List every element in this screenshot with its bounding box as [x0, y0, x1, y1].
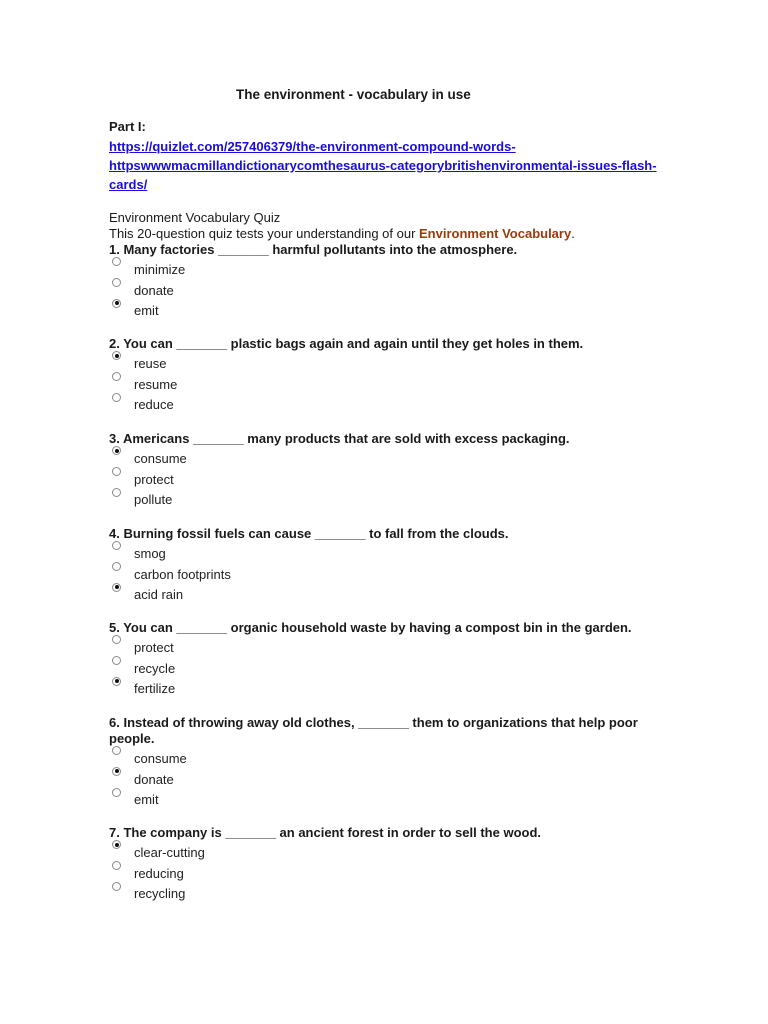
- answer-option[interactable]: [109, 790, 649, 811]
- option-label: emit: [134, 792, 159, 808]
- question-text: 7. The company is _______ an ancient forest in order to sell the wood.: [109, 825, 542, 840]
- radio-empty-icon[interactable]: [112, 788, 121, 797]
- quiz-question: [109, 242, 649, 321]
- answer-option[interactable]: [109, 448, 649, 469]
- page-title: The environment - vocabulary in use: [236, 87, 471, 102]
- quiz-question: [109, 620, 649, 699]
- quiz-title: Environment Vocabulary Quiz: [109, 210, 281, 225]
- radio-empty-icon[interactable]: [112, 541, 121, 550]
- radio-empty-icon[interactable]: [112, 746, 121, 755]
- intro-suffix: .: [571, 226, 575, 241]
- answer-option[interactable]: [109, 679, 649, 700]
- intro-text: This 20-question quiz tests your understanding of our: [109, 226, 420, 241]
- radio-empty-icon[interactable]: [112, 882, 121, 891]
- option-label: acid rain: [134, 587, 184, 603]
- quiz-intro: [109, 226, 575, 241]
- radio-checked-icon[interactable]: [112, 351, 121, 360]
- radio-empty-icon[interactable]: [112, 278, 121, 287]
- quizlet-link[interactable]: https://quizlet.com/257406379/the-environment-compound-words-: [109, 139, 516, 154]
- option-label: donate: [134, 771, 174, 787]
- answer-option[interactable]: [109, 353, 649, 374]
- radio-checked-icon[interactable]: [112, 767, 121, 776]
- radio-checked-icon[interactable]: [112, 299, 121, 308]
- answer-option[interactable]: [109, 259, 649, 280]
- option-label: consume: [134, 450, 187, 466]
- option-label: carbon footprints: [134, 566, 231, 582]
- quiz-question: [109, 336, 649, 415]
- option-label: recycling: [134, 886, 186, 902]
- macmillan-link-continued[interactable]: cards/: [109, 177, 148, 192]
- radio-checked-icon[interactable]: [112, 677, 121, 686]
- option-label: donate: [134, 282, 174, 298]
- radio-checked-icon[interactable]: [112, 583, 121, 592]
- option-label: smog: [134, 545, 166, 561]
- answer-option[interactable]: [109, 863, 649, 884]
- answer-option[interactable]: [109, 374, 649, 395]
- answer-option[interactable]: [109, 490, 649, 511]
- question-text: 5. You can _______ organic household waste by having a compost bin in the garden.: [109, 620, 632, 635]
- question-text: 1. Many factories _______ harmful pollutants into the atmosphere.: [109, 242, 518, 257]
- option-label: clear-cutting: [134, 844, 205, 860]
- part-label: Part I:: [109, 119, 146, 134]
- question-text: 6. Instead of throwing away old clothes, _______ them to organizations that help poor people.: [109, 715, 638, 746]
- radio-checked-icon[interactable]: [112, 840, 121, 849]
- option-label: reuse: [134, 355, 167, 371]
- intro-highlight: Environment Vocabulary: [419, 226, 572, 241]
- radio-empty-icon[interactable]: [112, 372, 121, 381]
- answer-option[interactable]: [109, 280, 649, 301]
- radio-empty-icon[interactable]: [112, 488, 121, 497]
- option-label: reducing: [134, 865, 184, 881]
- answer-option[interactable]: [109, 469, 649, 490]
- option-label: protect: [134, 471, 174, 487]
- question-text: 2. You can _______ plastic bags again and again until they get holes in them.: [109, 336, 584, 351]
- option-label: fertilize: [134, 681, 176, 697]
- answer-option[interactable]: [109, 769, 649, 790]
- answer-option[interactable]: [109, 585, 649, 606]
- question-text: 4. Burning fossil fuels can cause _______ to fall from the clouds.: [109, 526, 509, 541]
- quiz-question: [109, 825, 649, 904]
- radio-empty-icon[interactable]: [112, 393, 121, 402]
- answer-option[interactable]: [109, 564, 649, 585]
- answer-option[interactable]: [109, 842, 649, 863]
- option-label: recycle: [134, 660, 176, 676]
- quiz-question: [109, 526, 649, 605]
- answer-option[interactable]: [109, 543, 649, 564]
- radio-empty-icon[interactable]: [112, 861, 121, 870]
- option-label: emit: [134, 303, 159, 319]
- radio-empty-icon[interactable]: [112, 562, 121, 571]
- answer-option[interactable]: [109, 637, 649, 658]
- radio-empty-icon[interactable]: [112, 656, 121, 665]
- option-label: reduce: [134, 397, 174, 413]
- question-text: 3. Americans _______ many products that are sold with excess packaging.: [109, 431, 570, 446]
- option-label: protect: [134, 639, 174, 655]
- option-label: consume: [134, 750, 187, 766]
- radio-empty-icon[interactable]: [112, 257, 121, 266]
- answer-option[interactable]: [109, 748, 649, 769]
- answer-option[interactable]: [109, 884, 649, 905]
- radio-empty-icon[interactable]: [112, 467, 121, 476]
- quiz-question: [109, 431, 649, 510]
- option-label: minimize: [134, 261, 186, 277]
- option-label: resume: [134, 376, 178, 392]
- option-label: pollute: [134, 492, 173, 508]
- link-list: [109, 137, 669, 194]
- answer-option[interactable]: [109, 395, 649, 416]
- answer-option[interactable]: [109, 658, 649, 679]
- quiz-question: [109, 715, 649, 810]
- macmillan-link[interactable]: httpswwwmacmillandictionarycomthesaurus-categorybritishenvironmental-issues-flash-: [109, 158, 657, 173]
- radio-checked-icon[interactable]: [112, 446, 121, 455]
- radio-empty-icon[interactable]: [112, 635, 121, 644]
- answer-option[interactable]: [109, 301, 649, 322]
